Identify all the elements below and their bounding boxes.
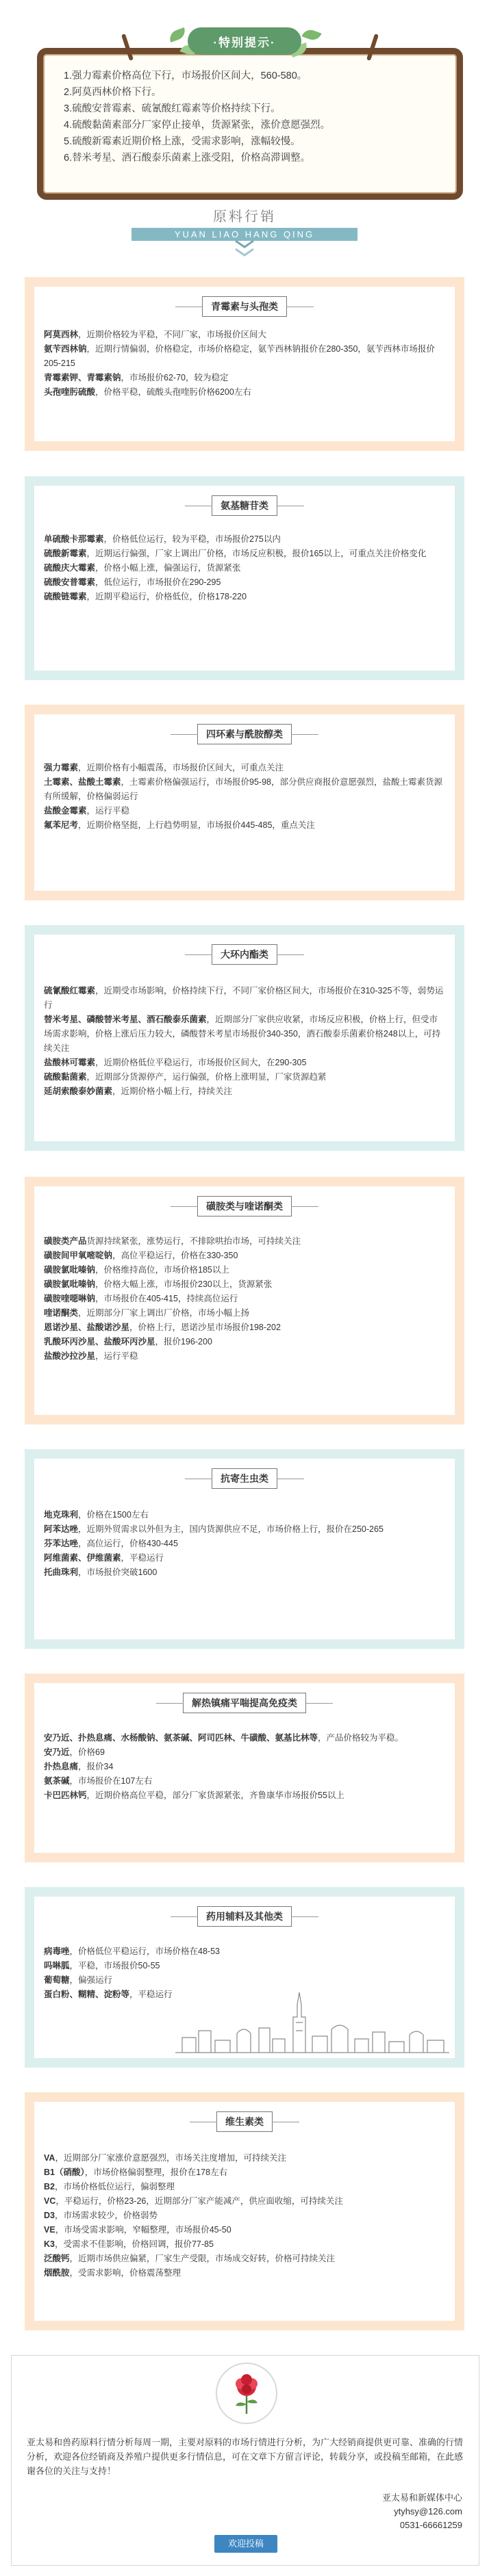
price-list — [44, 1234, 445, 1364]
list-item: 吗啉胍，平稳，市场报价50-55 — [44, 1961, 160, 1970]
notice-item: 1.强力霉素价格高位下行，市场报价区间大，560-580。 — [64, 70, 308, 81]
list-item: 硫酸链霉素，近期平稳运行，价格低位，价格178-220 — [44, 592, 247, 601]
chevron-down-icon — [234, 248, 255, 257]
list-item: 磺胺喹噁啉钠，市场报价在405-415，持续高位运行 — [44, 1294, 238, 1303]
list-item: 硫酸庆大霉素，价格小幅上涨，偏强运行，货源紧张 — [44, 563, 241, 573]
category-card — [25, 1177, 464, 1424]
category-label: 抗寄生虫类 — [212, 1468, 277, 1489]
list-item: VA，近期部分厂家涨价意愿强烈，市场关注度增加，可持续关注 — [44, 2153, 286, 2163]
list-item: 硫酸安普霉素，低位运行，市场报价在290-295 — [44, 577, 221, 587]
city-skyline-illustration — [175, 1990, 449, 2058]
category-card — [25, 277, 464, 451]
notice-frame — [37, 48, 463, 200]
list-item: 芬苯达唑，高位运行，价格430-445 — [44, 1539, 178, 1548]
price-list — [44, 532, 445, 604]
list-item: 安乃近，价格69 — [44, 1747, 105, 1757]
list-item: 盐酸沙拉沙星，运行平稳 — [44, 1351, 138, 1361]
category-label: 氨基糖苷类 — [212, 495, 277, 516]
notice-list — [64, 68, 443, 166]
notice-item: 2.阿莫西林价格下行。 — [64, 87, 162, 98]
notice-title: ·特别提示· — [188, 27, 301, 55]
list-item: 托曲珠利，市场报价突破1600 — [44, 1567, 158, 1577]
price-list — [44, 328, 445, 400]
list-item: 氟苯尼考，近期价格坚挺，上行趋势明显，市场报价445-485，重点关注 — [44, 820, 315, 830]
list-item: 阿莫西林，近期价格较为平稳，不同厂家，市场报价区间大 — [44, 330, 267, 339]
list-item: 硫氰酸红霉素，近期受市场影响，价格持续下行，不同厂家价格区间大，市场报价在310-325不等，弱势运行 — [44, 986, 444, 1010]
list-item: 恩诺沙星、盐酸诺沙星，价格上行，恩诺沙星市场报价198-202 — [44, 1323, 281, 1332]
contact-phone[interactable]: 0531-66661259 — [399, 2520, 462, 2530]
contact-email[interactable]: ytyhsy@126.com — [394, 2506, 462, 2516]
price-list — [44, 2151, 445, 2280]
category-card — [25, 925, 464, 1151]
list-item: 延胡索酸泰妙菌素，近期价格小幅上行，持续关注 — [44, 1087, 233, 1096]
list-item: 磺胺氯吡嗪钠，价格大幅上涨，市场报价230以上，货源紧张 — [44, 1279, 273, 1289]
section-pinyin: YUAN LIAO HANG QING — [131, 228, 358, 241]
category-label: 维生素类 — [216, 2111, 273, 2132]
notice-board — [23, 12, 466, 197]
list-item: 盐酸林可霉素，近期价格低位平稳运行，市场报价区间大，在290-305 — [44, 1058, 307, 1067]
category-card — [25, 1674, 464, 1862]
flower-logo — [216, 2363, 277, 2424]
list-item: 地克珠利，价格在1500左右 — [44, 1510, 149, 1520]
list-item: 青霉素钾、青霉素钠，市场报价62-70，较为稳定 — [44, 373, 229, 382]
list-item: 磺胺类产品货源持续紧张，涨势运行，不排除哄抬市场，可持续关注 — [44, 1236, 301, 1246]
list-item: 泛酸钙，近期市场供应偏紧，厂家生产受限，市场成交好转，价格可持续关注 — [44, 2254, 336, 2263]
category-card — [25, 1449, 464, 1649]
list-item: 磺胺氯吡嗪钠，价格维持高位，市场价格185以上 — [44, 1265, 229, 1275]
notice-item: 6.替米考星、酒石酸泰乐菌素上涨受阻，价格高滞调整。 — [64, 153, 311, 164]
list-item: 扑热息痛，报价34 — [44, 1762, 114, 1771]
category-label: 大环内酯类 — [212, 944, 277, 965]
category-label: 药用辅料及其他类 — [197, 1906, 292, 1927]
list-item: 氨苄西林钠，近期行情偏弱，价格稳定，市场价格稳定，氨苄西林钠报价在280-350，氨苄西林市场报价205-215 — [44, 344, 435, 368]
list-item: 乳酸环丙沙星、盐酸环丙沙星，报价196-200 — [44, 1337, 212, 1346]
list-item: 氨茶碱，市场报价在107左右 — [44, 1776, 153, 1786]
list-item: 烟酰胺，受需求影响，价格震荡整理 — [44, 2268, 181, 2278]
footer-panel — [11, 2355, 479, 2566]
list-item: 蛋白粉、糊精、淀粉等，平稳运行 — [44, 1990, 173, 1999]
category-card — [25, 1887, 464, 2068]
section-title: 原料行销 — [213, 209, 276, 224]
category-card — [25, 476, 464, 680]
list-item: 替米考星、磷酸替米考星、酒石酸泰乐菌素，近期部分厂家供应收紧，市场反应积极，价格上行，但受市场需求影响，价格上涨后压力较大，磷酸替米考星市场报价340-350，酒石酸泰乐菌素价格248以上，可持续关注 — [44, 1015, 441, 1053]
list-item: 病毒唑，价格低位平稳运行，市场价格在48-53 — [44, 1947, 220, 1956]
notice-item: 4.硫酸黏菌素部分厂家停止接单，货源紧张，涨价意愿强烈。 — [64, 120, 331, 131]
list-item: 头孢喹肟硫酸，价格平稳，硫酸头孢喹肟价格6200左右 — [44, 387, 251, 397]
footer-description: 亚太易和兽药原料行情分析每周一期，主要对原料的市场行情进行分析，为广大经销商提供更可靠、准确的行情分析，欢迎各位经销商及养殖户提供更多行情信息，可在文章下方留言评论，转载分享，或投稿至邮箱，在此感谢各位的关注与支持！ — [27, 2437, 464, 2476]
org-name: 亚太易和新媒体中心 — [381, 2493, 462, 2503]
list-item: 葡萄糖，偏强运行 — [44, 1975, 113, 1985]
submit-article-button[interactable]: 欢迎投稿 — [214, 2535, 277, 2553]
section-heading — [0, 205, 489, 241]
list-item: D3，市场需求较少，价格弱势 — [44, 2211, 158, 2220]
list-item: 磺胺间甲氧嘧啶钠，高位平稳运行，价格在330-350 — [44, 1251, 238, 1260]
list-item: 安乃近、扑热息痛、水杨酸钠、氨茶碱、阿司匹林、牛磺酸、氨基比林等，产品价格较为平稳。 — [44, 1733, 404, 1743]
price-list — [44, 1731, 445, 1803]
list-item: 卡巴匹林钙，近期价格高位平稳，部分厂家货源紧张，齐鲁康华市场报价55以上 — [44, 1791, 344, 1800]
list-item: 强力霉素，近期价格有小幅震荡，市场报价区间大，可重点关注 — [44, 763, 284, 772]
notice-item: 5.硫酸新霉素近期价格上涨，受需求影响，涨幅较慢。 — [64, 136, 301, 147]
list-item: 硫酸黏菌素，近期部分货源停产，运行偏强，价格上涨明显，厂家货源趋紧 — [44, 1072, 327, 1082]
category-card — [25, 2092, 464, 2330]
category-label: 四环素与酰胺醇类 — [197, 724, 292, 744]
price-list — [44, 1508, 445, 1580]
list-item: 盐酸金霉素，运行平稳 — [44, 806, 130, 816]
list-item: 硫酸新霉素，近期运行偏强，厂家上调出厂价格，市场反应积极，报价165以上，可重点关注价格变化 — [44, 549, 427, 558]
price-list — [44, 761, 445, 833]
list-item: B2，市场价格低位运行，偏弱整理 — [44, 2182, 175, 2191]
notice-item: 3.硫酸安普霉素、硫氰酸红霉素等价格持续下行。 — [64, 103, 281, 114]
carnation-icon — [226, 2371, 267, 2415]
list-item: VE，市场受需求影响，窄幅整理，市场报价45-50 — [44, 2225, 231, 2235]
category-label: 磺胺类与喹诺酮类 — [197, 1196, 292, 1217]
list-item: 阿维菌素、伊维菌素，平稳运行 — [44, 1553, 164, 1563]
list-item: K3，受需求不佳影响，价格回调，报价77-85 — [44, 2239, 214, 2249]
list-item: B1（硝酸），市场价格偏弱整理，报价在178左右 — [44, 2168, 228, 2177]
list-item: 阿苯达唑，近期外贸需求以外但为主，国内货源供应不足，市场价格上行，报价在250-265 — [44, 1524, 384, 1534]
leaf-icon — [167, 27, 187, 42]
list-item: 喹诺酮类，近期部分厂家上调出厂价格，市场小幅上扬 — [44, 1308, 250, 1318]
leaf-icon — [301, 27, 321, 42]
contact-block — [382, 2491, 462, 2532]
price-list — [44, 984, 445, 1099]
category-label: 解热镇痛平喘提高免疫类 — [183, 1693, 306, 1713]
list-item: VC，平稳运行，价格23-26，近期部分厂家产能减产，供应面收缩，可持续关注 — [44, 2196, 343, 2206]
list-item: 单硫酸卡那霉素，价格低位运行，较为平稳，市场报价275以内 — [44, 534, 281, 544]
category-label: 青霉素与头孢类 — [202, 296, 287, 317]
category-card — [25, 705, 464, 900]
list-item: 土霉素、盐酸土霉素，土霉素价格偏强运行，市场报价95-98，部分供应商报价意愿强烈，盐酸土霉素货源有所缓解，价格偏弱运行 — [44, 777, 442, 801]
